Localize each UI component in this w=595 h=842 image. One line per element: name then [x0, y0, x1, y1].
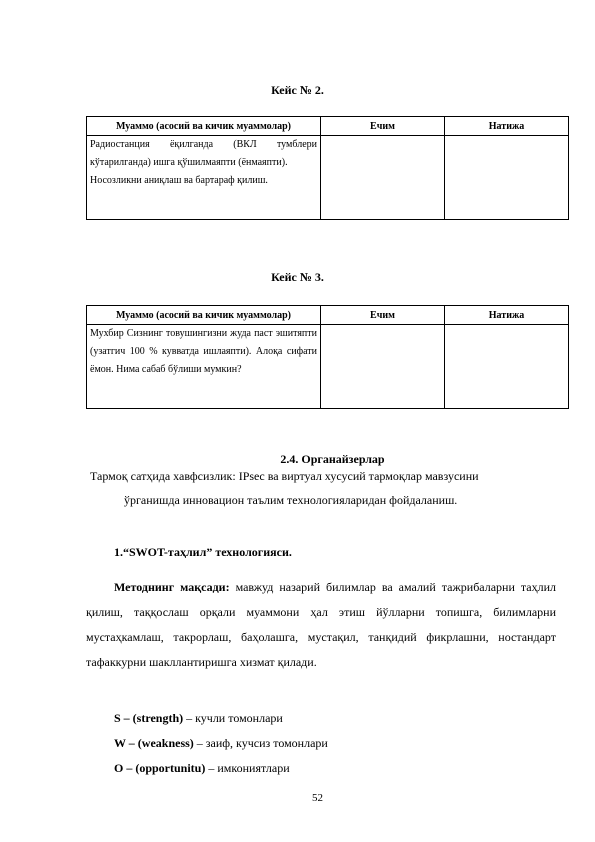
- header-problem: Муаммо (асосий ва кичик муаммолар): [87, 306, 321, 325]
- intro-line-1: Тармоқ сатҳида хавфсизлик: IPsec ва виртуал хусусий тармоқлар мавзусини: [90, 469, 479, 483]
- header-result: Натижа: [445, 117, 569, 136]
- result-cell: [445, 325, 569, 409]
- header-solution: Ечим: [321, 306, 445, 325]
- case-3-title: Кейс № 3.: [271, 270, 324, 284]
- problem-task: Носозликни аниқлаш ва бартараф қилиш.: [90, 175, 268, 186]
- table-row: [87, 136, 569, 220]
- page-number: 52: [312, 792, 323, 804]
- method-label: Методнинг мақсади:: [114, 580, 230, 594]
- solution-cell: [321, 325, 445, 409]
- table-header-row: [87, 306, 569, 325]
- intro-line-2: ўрганишда инновацион таълим технологияларидан фойдаланиш.: [124, 493, 458, 507]
- swot-term: W – (weakness): [114, 736, 194, 750]
- method-text: мавжуд назарий билимлар ва амалий тажрибаларни таҳлил қилиш, таққослаш орқали муаммони ҳал этиш йўлларни топишга, билимларни мустаҳкамлаш, такрорлаш, баҳолашга, мустақил, танқидий фикрлашни, ностандарт тафаккурни шакллантиришга хизмат қилади.: [86, 580, 556, 669]
- case-2-title: Кейс № 2.: [271, 83, 324, 97]
- swot-desc: – имкониятлари: [205, 761, 290, 775]
- swot-item-w: [114, 736, 328, 751]
- problem-text: Радиостанция ёқилганда (ВКЛ тумблери кўтарилганда) ишга қўшилмаяпти (ёнмаяпти).: [90, 139, 317, 168]
- header-result: Натижа: [445, 306, 569, 325]
- case-2-table: [86, 116, 569, 220]
- table-header-row: [87, 117, 569, 136]
- swot-term: S – (strength): [114, 711, 184, 725]
- swot-desc: – заиф, кучсиз томонлари: [193, 736, 328, 750]
- method-paragraph: [86, 575, 556, 675]
- case-3-table: [86, 305, 569, 409]
- swot-desc: – кучли томонлари: [183, 711, 283, 725]
- header-problem: Муаммо (асосий ва кичик муаммолар): [87, 117, 321, 136]
- swot-item-o: [114, 761, 290, 776]
- problem-text: Мухбир Сизнинг товушингизни жуда паст эшитяпти (узатгич 100 % кувватда ишлаяпти). Алоқа сифати ёмон. Нима сабаб бўлиши мумкин?: [90, 328, 317, 375]
- problem-cell: [87, 325, 321, 409]
- swot-heading: 1.“SWOT-таҳлил” технологияси.: [114, 545, 292, 559]
- swot-term: O – (opportunitu): [114, 761, 206, 775]
- solution-cell: [321, 136, 445, 220]
- swot-item-s: [114, 711, 283, 726]
- problem-cell: [87, 136, 321, 220]
- result-cell: [445, 136, 569, 220]
- table-row: [87, 325, 569, 409]
- section-title: 2.4. Органайзерлар: [280, 452, 385, 466]
- header-solution: Ечим: [321, 117, 445, 136]
